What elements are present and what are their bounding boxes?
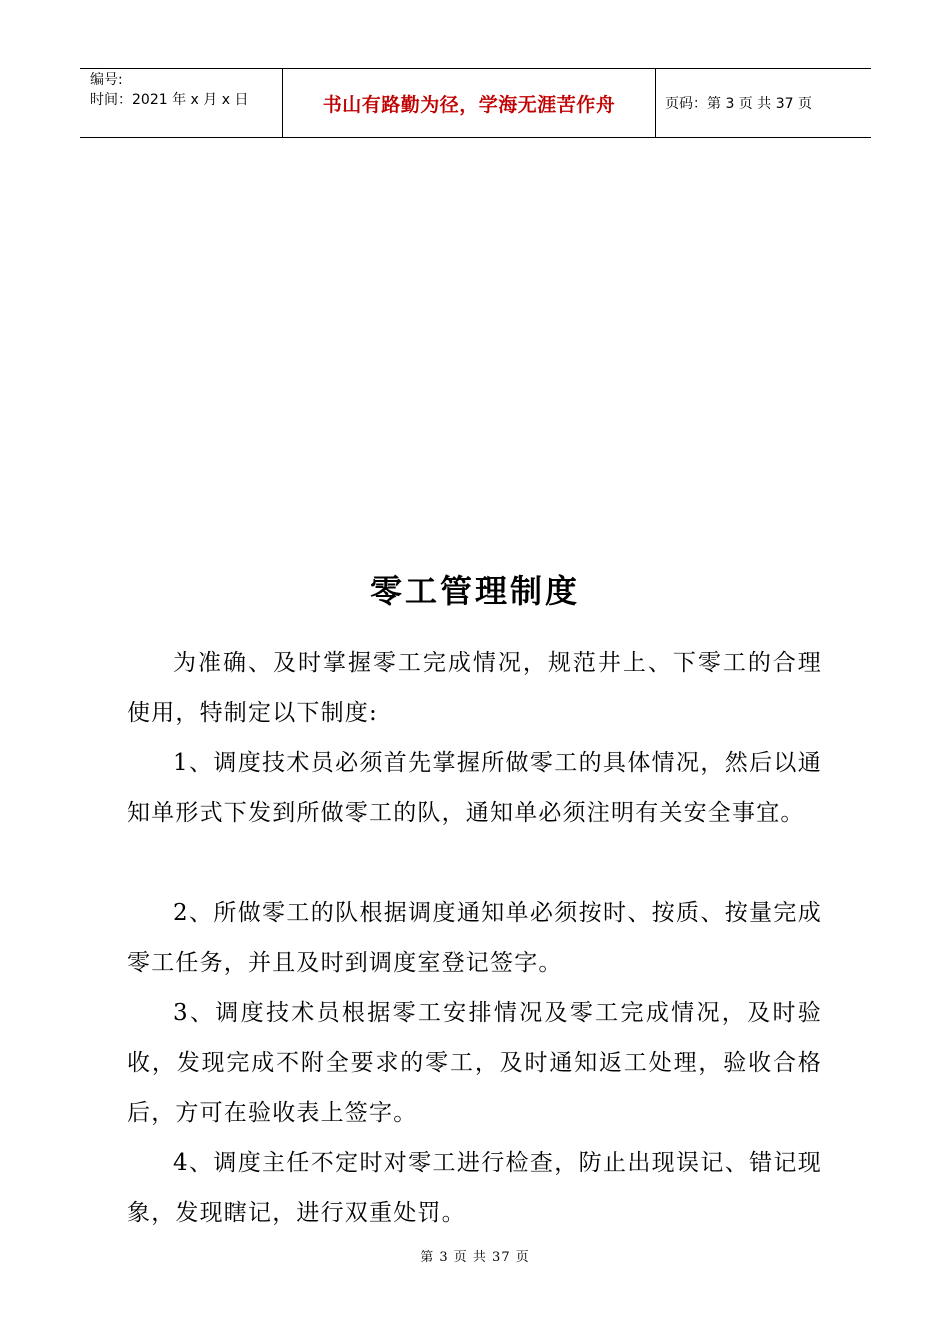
paragraph-item-2: 2、所做零工的队根据调度通知单必须按时、按质、按量完成零工任务，并且及时到调度室登记签字。 — [127, 900, 822, 976]
header-info-cell — [80, 69, 282, 137]
document-number-label: 编号: — [90, 72, 123, 88]
header-page-cell — [655, 69, 871, 137]
paragraph-intro: 为准确、及时掌握零工完成情况，规范井上、下零工的合理使用，特制定以下制度: — [127, 650, 822, 726]
header-motto: 书山有路勤为径，学海无涯苦作舟 — [322, 93, 616, 116]
paragraph-item-1: 1、调度技术员必须首先掌握所做零工的具体情况，然后以通知单形式下发到所做零工的队，通知单必须注明有关安全事宜。 — [127, 750, 822, 826]
page-footer: 第 3 页 共 37 页 — [420, 1250, 530, 1265]
paragraph-item-4: 4、调度主任不定时对零工进行检查，防止出现误记、错记现象，发现瞎记，进行双重处罚。 — [127, 1150, 822, 1226]
paragraph-item-3: 3、调度技术员根据零工安排情况及零工完成情况，及时验收，发现完成不附全要求的零工，及时通知返工处理，验收合格后，方可在验收表上签字。 — [127, 1000, 822, 1126]
header-page-info: 页码：第 3 页 共 37 页 — [665, 96, 812, 112]
document-title: 零工管理制度 — [369, 572, 580, 610]
document-time-label: 时间：2021 年 x 月 x 日 — [90, 92, 249, 108]
header-motto-cell — [282, 69, 656, 137]
page-header — [80, 68, 871, 138]
